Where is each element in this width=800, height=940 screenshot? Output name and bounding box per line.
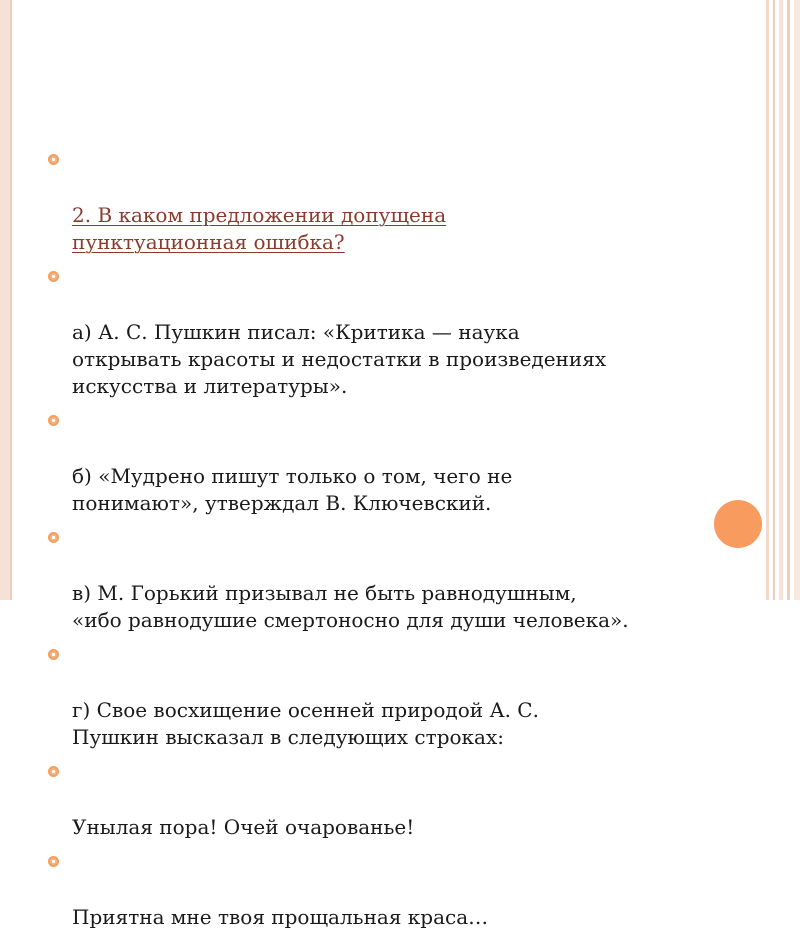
poem-line-1 xyxy=(48,760,718,841)
bullet-icon xyxy=(48,271,59,282)
poem-line-text: Приятна мне твоя прощальная краса… xyxy=(72,905,489,929)
answer-option-a xyxy=(48,265,718,400)
left-decor-strip xyxy=(0,0,10,600)
answer-option-v xyxy=(48,526,718,634)
answer-option-text: в) М. Горький призывал не быть равнодушным, «ибо равнодушие смертоносно для души человека». xyxy=(72,581,629,632)
answer-option-g xyxy=(48,643,718,751)
answer-option-text: а) А. С. Пушкин писал: «Критика — наука открывать красоты и недостатки в произведениях искусства и литературы». xyxy=(72,320,607,398)
question-item xyxy=(48,148,718,256)
bullet-icon xyxy=(48,766,59,777)
answer-option-b xyxy=(48,409,718,517)
answer-option-text: г) Свое восхищение осенней природой А. С. Пушкин высказал в следующих строках: xyxy=(72,698,539,749)
orange-circle-decoration xyxy=(714,500,762,548)
poem-line-2 xyxy=(48,850,718,931)
right-decor-strips xyxy=(766,0,800,600)
slide-content xyxy=(48,148,718,940)
bullet-icon xyxy=(48,856,59,867)
bullet-icon xyxy=(48,649,59,660)
poem-line-text: Унылая пора! Очей очарованье! xyxy=(72,815,415,839)
bullet-icon xyxy=(48,532,59,543)
question-text: 2. В каком предложении допущена пунктуационная ошибка? xyxy=(72,203,447,254)
bullet-icon xyxy=(48,154,59,165)
bullet-icon xyxy=(48,415,59,426)
answer-option-text: б) «Мудрено пишут только о том, чего не понимают», утверждал В. Ключевский. xyxy=(72,464,513,515)
